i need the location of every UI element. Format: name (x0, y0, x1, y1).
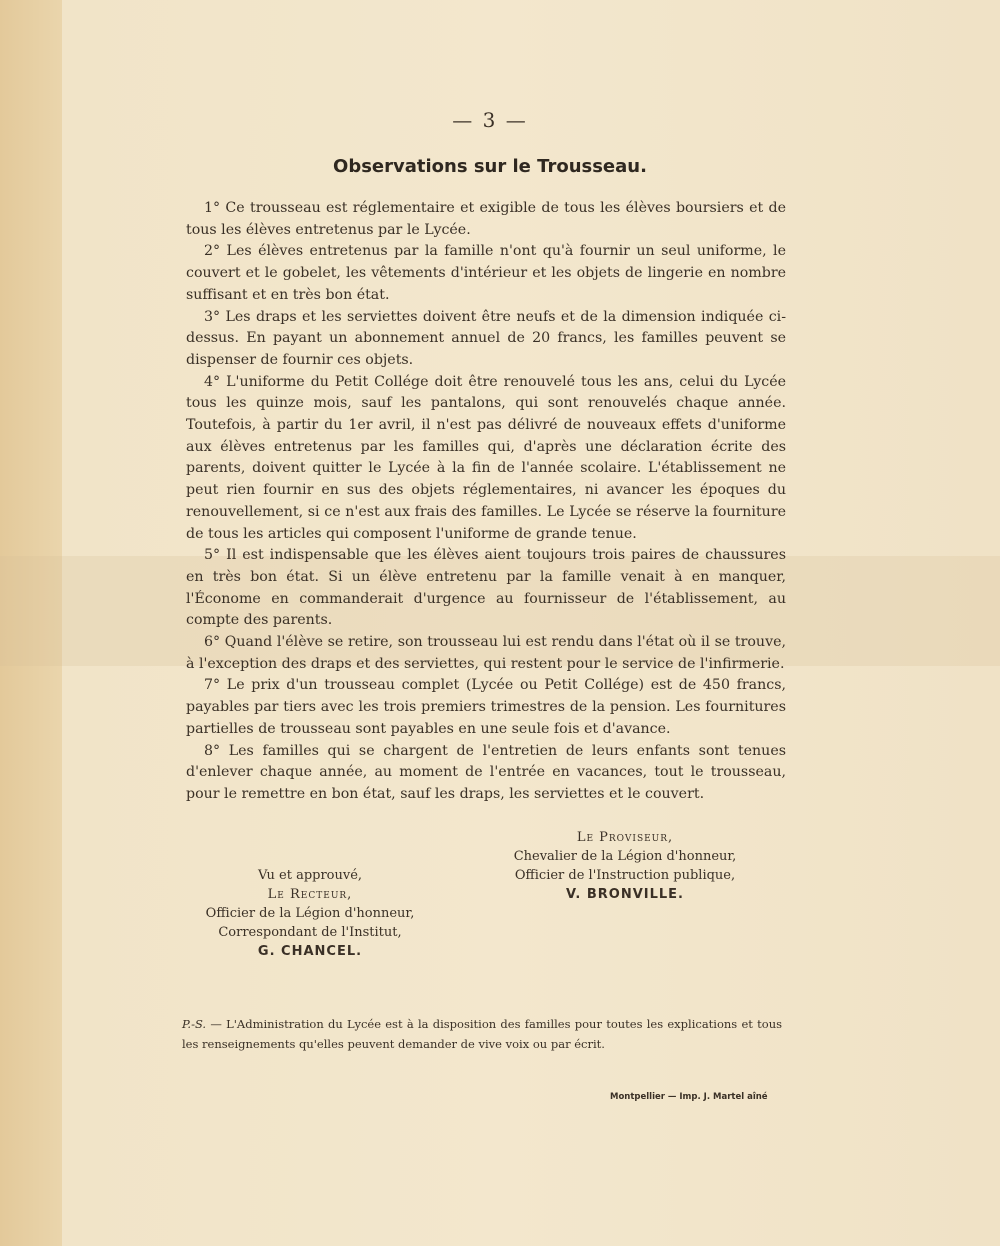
approval-text: Vu et approuvé, (257, 868, 363, 883)
proviseur-title-2: Officier de l'Instruction publique, (514, 868, 736, 883)
postscript-prefix: P.-S. (182, 1017, 207, 1031)
recteur-role: Le Recteur, (267, 887, 353, 902)
paragraph-4: 4° L'uniforme du Petit Collége doit être renouvelé tous les ans, celui du Lycée tous les quinze mois, sauf les pantalons, qui sont renouvelés chaque année. Toutefois, à partir du 1er avril, il n'est pas délivré de nouveaux effets d'uniforme aux élèves entretenus par les familles qui, d'après une déclaration écrite des parents, doivent quitter le Lycée à la fin de l'année scolaire. L'établissement ne peut rien fournir en sus des objets réglementaires, ni avancer les époques du renouvellement, si ce n'est aux frais des familles. Le Lycée se réserve la fourniture de tous les articles qui composent l'uniforme de grande tenue. (186, 373, 786, 542)
printer-imprint: Montpellier — Imp. J. Martel aîné (610, 1092, 768, 1102)
observations-body (186, 198, 786, 806)
postscript-text: — L'Administration du Lycée est à la disposition des familles pour toutes les explications et tous les renseignements qu'elles peuvent demander de vive voix ou par écrit. (182, 1017, 782, 1051)
signature-proviseur (500, 828, 750, 904)
paragraph-1: 1° Ce trousseau est réglementaire et exigible de tous les élèves boursiers et de tous les élèves entretenus par le Lycée. (186, 200, 786, 238)
paragraph-8: 8° Les familles qui se chargent de l'entretien de leurs enfants sont tenues d'enlever chaque année, au moment de l'entrée en vacances, tout le trousseau, pour le remettre en bon état, sauf les draps, les serviettes et le couvert. (186, 742, 786, 802)
recteur-name: G. CHANCEL. (257, 944, 363, 959)
signature-recteur (200, 866, 420, 961)
paragraph-2: 2° Les élèves entretenus par la famille n'ont qu'à fournir un seul uniforme, le couvert et le gobelet, les vêtements d'intérieur et les objets de lingerie en nombre suffisant et en très bon état. (186, 243, 786, 303)
proviseur-title-1: Chevalier de la Légion d'honneur, (513, 849, 737, 864)
paragraph-6: 6° Quand l'élève se retire, son trousseau lui est rendu dans l'état où il se trouve, à l'exception des draps et des serviettes, qui restent pour le service de l'infirmerie. (186, 634, 786, 672)
proviseur-name: V. BRONVILLE. (566, 887, 684, 902)
paragraph-5: 5° Il est indispensable que les élèves aient toujours trois paires de chaussures en très bon état. Si un élève entretenu par la famille venait à en manquer, l'Économe en commanderait d'urgence au fournisseur de l'établissement, au compte des parents. (186, 547, 786, 629)
page-title: Observations sur le Trousseau. (333, 156, 647, 177)
page-number: — 3 — (452, 108, 528, 132)
paragraph-7: 7° Le prix d'un trousseau complet (Lycée ou Petit Collége) est de 450 francs, payables par tiers avec les trois premiers trimestres de la pension. Les fournitures partielles de trousseau sont payables en une seule fois et d'avance. (186, 677, 786, 737)
paragraph-3: 3° Les draps et les serviettes doivent être neufs et de la dimension indiquée ci-dessus. En payant un abonnement annuel de 20 francs, les familles peuvent se dispenser de fournir ces objets. (186, 308, 786, 368)
proviseur-role: Le Proviseur, (576, 830, 674, 845)
recteur-title-2: Correspondant de l'Institut, (218, 925, 402, 940)
postscript (182, 1014, 782, 1054)
recteur-title-1: Officier de la Légion d'honneur, (205, 906, 415, 921)
